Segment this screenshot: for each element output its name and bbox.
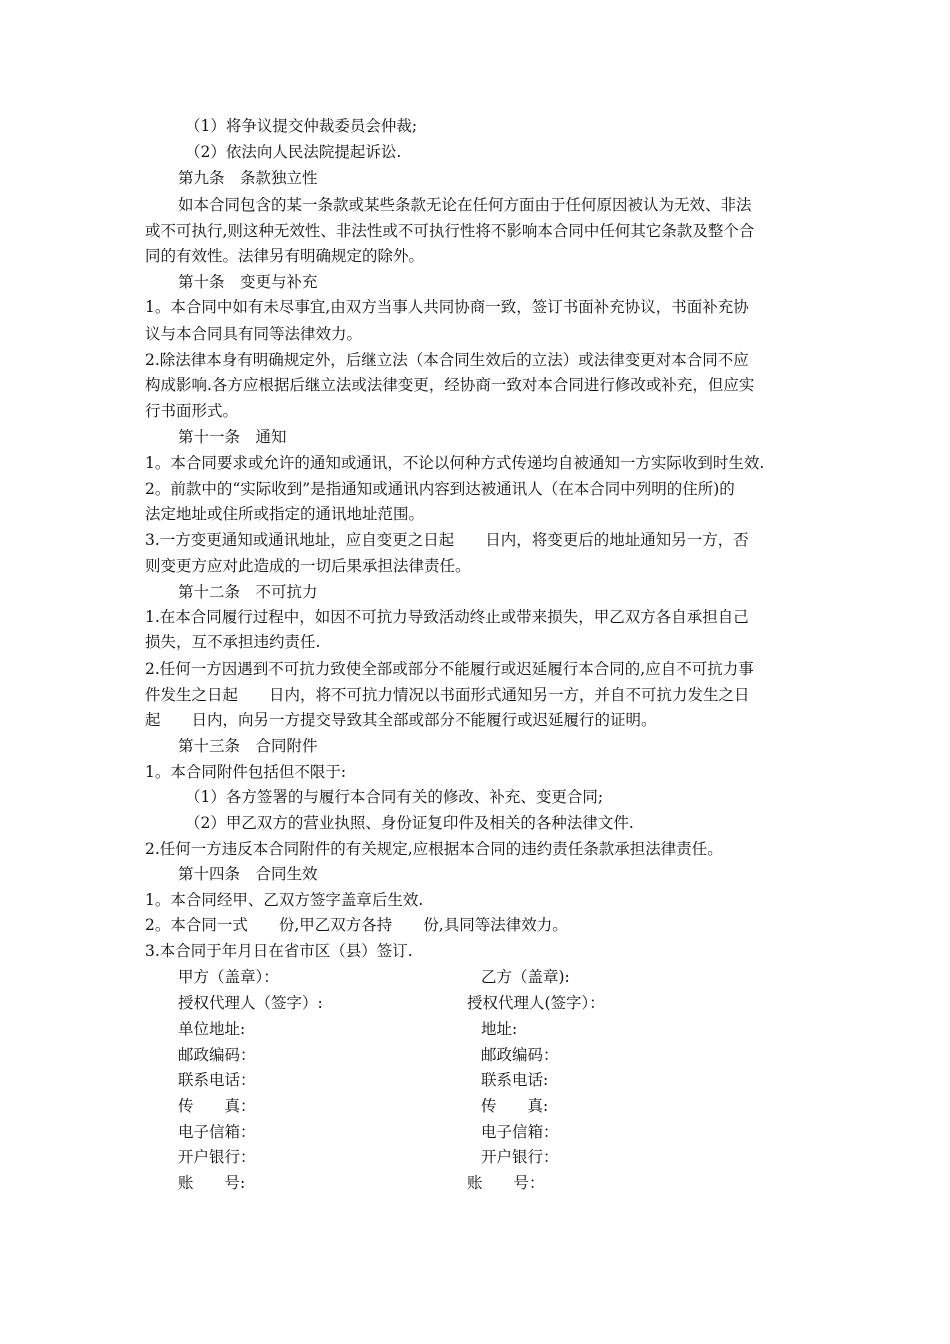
article-heading: 第十二条 不可抗力 [178,583,318,601]
paragraph-line: 1。本合同要求或允许的通知或通讯，不论以何种方式传递均自被通知一方实际收到时生效. [145,454,765,472]
clause-item: （2）甲乙双方的营业执照、身份证复印件及相关的各种法律文件. [185,814,634,832]
party-a-field: 甲方（盖章）： [178,968,279,986]
party-b-field: 账 号： [467,1174,545,1192]
paragraph-line: 如本合同包含的某一条款或某些条款无论在任何方面由于任何原因被认为无效、非法 [178,196,752,214]
party-a-field: 单位地址: [178,1020,246,1038]
article-heading: 第九条 条款独立性 [178,169,318,187]
paragraph-line: 2.任何一方因遇到不可抗力致使全部或部分不能履行或迟延履行本合同的,应自不可抗力事 [145,660,754,678]
clause-item: （2）依法向人民法院提起诉讼. [185,143,402,161]
paragraph-line: 1。本合同经甲、乙双方签字盖章后生效. [145,891,424,909]
paragraph-line: 1.在本合同履行过程中，如因不可抗力导致活动终止或带来损失，甲乙双方各自承担自己 [145,608,749,626]
paragraph-line: 1。本合同中如有未尽事宜,由双方当事人共同协商一致，签订书面补充协议，书面补充协 [145,298,749,316]
party-b-field: 授权代理人(签字）： [467,994,605,1012]
paragraph-line: 行书面形式。 [145,402,239,420]
paragraph-line: 则变更方应对此造成的一切后果承担法律责任。 [145,557,471,575]
party-b-field: 邮政编码： [481,1046,559,1064]
party-b-field: 电子信箱： [481,1123,559,1141]
paragraph-line: 议与本合同具有同等法律效力。 [145,325,363,343]
party-a-field: 账 号: [178,1174,246,1192]
party-b-field: 传 真: [481,1097,549,1115]
party-a-field: 传 真： [178,1097,256,1115]
article-heading: 第十四条 合同生效 [178,865,318,883]
paragraph-line: 2。本合同一式 份,甲乙双方各持 份,具同等法律效力。 [145,916,568,934]
party-a-field: 授权代理人（签字）: [178,994,323,1012]
article-heading: 第十一条 通知 [178,428,287,446]
party-b-field: 开户银行： [481,1148,559,1166]
party-a-field: 联系电话： [178,1071,256,1089]
paragraph-line: 法定地址或住所或指定的通讯地址范围。 [145,505,425,523]
paragraph-line: 构成影响.各方应根据后继立法或法律变更，经协商一致对本合同进行修改或补充，但应实 [145,376,755,394]
paragraph-line: 起 日内，向另一方提交导致其全部或部分不能履行或迟延履行的证明。 [145,711,657,729]
paragraph-line: 2.除法律本身有明确规定外，后继立法（本合同生效后的立法）或法律变更对本合同不应 [145,351,749,369]
article-heading: 第十三条 合同附件 [178,737,318,755]
paragraph-line: 损失，互不承担违约责任. [145,633,321,651]
paragraph-line: 3.本合同于年月日在省市区（县）签订. [145,942,413,960]
paragraph-line: 2.任何一方违反本合同附件的有关规定,应根据本合同的违约责任条款承担法律责任。 [145,840,723,858]
party-b-field: 乙方（盖章): [481,968,570,986]
party-b-field: 地址: [481,1020,518,1038]
paragraph-line: 2。前款中的“实际收到”是指通知或通讯内容到达被通讯人（在本合同中列明的住所)的 [145,480,735,498]
clause-item: （1）各方签署的与履行本合同有关的修改、补充、变更合同; [185,788,604,806]
article-heading: 第十条 变更与补充 [178,273,318,291]
party-a-field: 开户银行： [178,1148,256,1166]
paragraph-line: 3.一方变更通知或通讯地址，应自变更之日起 日内，将变更后的地址通知另一方，否 [145,531,749,549]
paragraph-line: 或不可执行,则这种无效性、非法性或不可执行性将不影响本合同中任何其它条款及整个合 [145,222,755,240]
party-b-field: 联系电话: [481,1071,549,1089]
party-a-field: 邮政编码： [178,1046,256,1064]
paragraph-line: 1。本合同附件包括但不限于: [145,763,347,781]
clause-item: （1）将争议提交仲裁委员会仲裁; [185,117,418,135]
paragraph-line: 同的有效性。法律另有明确规定的除外。 [145,247,425,265]
party-a-field: 电子信箱： [178,1123,256,1141]
paragraph-line: 件发生之日起 日内，将不可抗力情况以书面形式通知另一方，并自不可抗力发生之日 [145,686,750,704]
